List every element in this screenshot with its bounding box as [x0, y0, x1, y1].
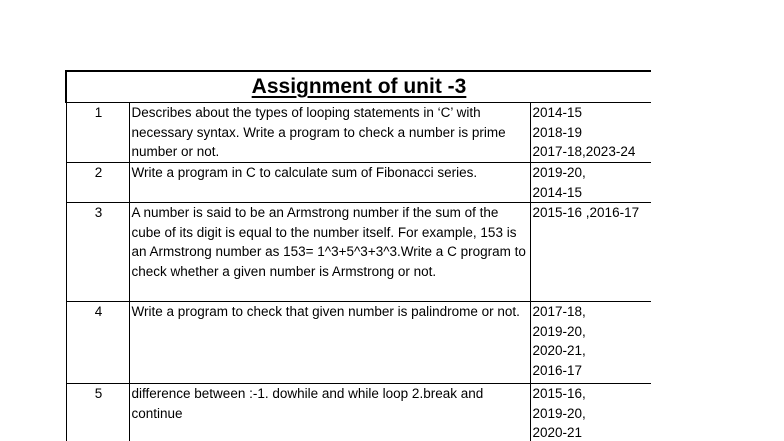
exam-years	[530, 203, 651, 302]
exam-years	[530, 302, 651, 384]
question-number: 5	[66, 384, 129, 441]
exam-year: 2017-18,2023-24	[532, 144, 636, 159]
document-title: Assignment of unit -3	[251, 75, 467, 98]
question-text: Write a program to check that given number is palindrome or not.	[129, 302, 530, 384]
exam-year: 2015-16,	[532, 386, 586, 401]
exam-year: 2014-15	[532, 184, 583, 200]
assignment-table	[65, 70, 651, 441]
question-text: difference between :-1. dowhile and while loop 2.break and continue	[129, 384, 530, 441]
exam-year: 2020-21	[532, 425, 583, 440]
exam-year: 2019-20,	[532, 323, 586, 339]
exam-years	[530, 163, 651, 203]
table-row	[66, 103, 651, 163]
exam-year: 2020-21,	[532, 343, 586, 358]
exam-years	[530, 103, 651, 163]
table-row	[66, 203, 651, 302]
exam-years	[530, 384, 651, 441]
exam-year: 2017-18,	[532, 304, 586, 319]
question-number: 4	[66, 302, 129, 384]
title-cell	[66, 71, 651, 103]
exam-year: 2015-16 ,2016-17	[532, 205, 640, 220]
question-number: 1	[66, 103, 129, 163]
exam-year: 2016-17	[532, 362, 583, 378]
table-row	[66, 302, 651, 384]
question-text: Write a program in C to calculate sum of Fibonacci series.	[129, 163, 530, 203]
title-row	[66, 71, 651, 103]
assignment-sheet	[65, 70, 651, 441]
exam-year: 2019-20,	[532, 405, 586, 421]
question-text: A number is said to be an Armstrong number if the sum of the cube of its digit is equal to the number itself. For example, 153 is an Armstrong number as 153= 1^3+5^3+3^3.Write a C program to check whether a given number is Armstrong or not.	[129, 203, 530, 302]
exam-year: 2014-15	[532, 105, 583, 120]
table-row	[66, 384, 651, 441]
question-text: Describes about the types of looping statements in ‘C’ with necessary syntax. Write a program to check a number is prime number or not.	[129, 103, 530, 163]
exam-year: 2019-20,	[532, 165, 586, 180]
table-row	[66, 163, 651, 203]
exam-year: 2018-19	[532, 124, 583, 140]
question-number: 3	[66, 203, 129, 302]
question-number: 2	[66, 163, 129, 203]
